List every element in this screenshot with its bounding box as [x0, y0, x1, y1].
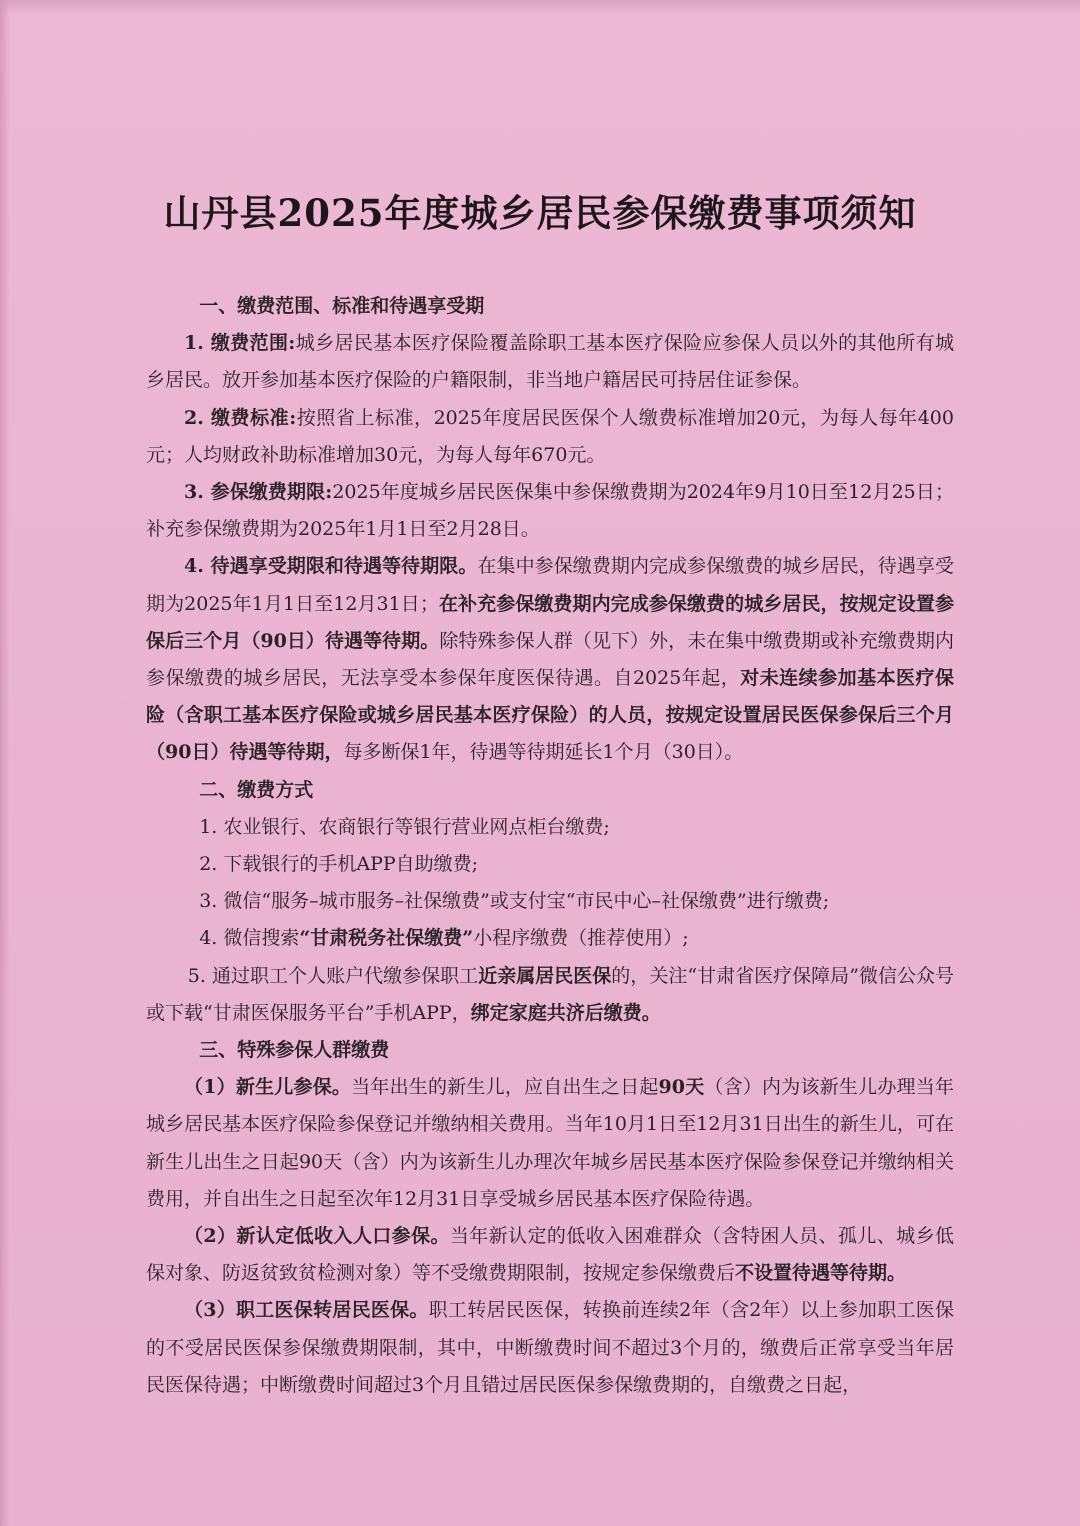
- section1-heading: 一、缴费范围、标准和待遇享受期: [199, 295, 485, 317]
- section3-heading: 三、特殊参保人群缴费: [199, 1039, 390, 1062]
- section3-para1-label: （1）新生儿参保。: [184, 1076, 352, 1099]
- section2-item5-d: 绑定家庭共济后缴费。: [470, 1001, 661, 1024]
- section1-item4-text-c: 除特殊参保人群（见下）外，未在集中缴费期或补充缴费期内参保缴费的城乡居民，无法享受本参保年度医保待遇。自2025年起，: [146, 629, 954, 690]
- section2-item5-c: 的，关注“甘肃省医疗保障局”微信公众号或下载“甘肃医保服务平台”手机APP，: [146, 964, 954, 1024]
- section1-item3: [146, 474, 954, 548]
- section1-item4-text-e: 每多断保1年，待遇等待期延长1个月（30日）。: [343, 741, 744, 764]
- section1-item1-label: 1. 缴费范围:: [184, 332, 296, 355]
- section1-item3-label: 3. 参保缴费期限:: [184, 481, 333, 504]
- section2-item3: 3. 微信“服务–城市服务–社保缴费”或支付宝“市民中心–社保缴费”进行缴费;: [199, 890, 830, 913]
- document-title: 山丹县2025年度城乡居民参保缴费事项须知: [163, 191, 917, 235]
- section2-item2: 2. 下载银行的手机APP自助缴费;: [199, 853, 479, 876]
- section2-item4-b: “甘肃税务社保缴费”: [299, 927, 474, 950]
- section1-item4-label: 4. 待遇享受期限和待遇等待期限。: [184, 555, 478, 578]
- section3-para1-bold: 90天: [658, 1076, 705, 1099]
- section1-item2: [146, 400, 954, 474]
- section3-para3-label: （3）职工医保转居民医保。: [184, 1299, 429, 1322]
- section3-para3: [146, 1292, 954, 1404]
- section1-item4-text-a: 在集中参保缴费期内完成参保缴费的城乡居民，待遇享受期为2025年1月1日至12月31日；: [146, 555, 954, 615]
- section1-item2-text: 按照省上标准，2025年度居民医保个人缴费标准增加20元，为每人每年400元；人均财政补助标准增加30元，为每人每年670元。: [146, 406, 954, 466]
- section3-para1: [146, 1069, 954, 1218]
- section2-item4: [146, 920, 954, 957]
- section1-item4-bold-b: 在补充参保缴费期内完成参保缴费的城乡居民，按规定设置参保后三个月（90日）待遇等待期。: [146, 592, 954, 652]
- section2-heading: 二、缴费方式: [199, 778, 314, 801]
- section2-item5-b: 近亲属居民医保: [478, 964, 612, 987]
- section3-para1-text-a: 当年出生的新生儿，应自出生之日起: [351, 1076, 659, 1099]
- section2-item1: 1. 农业银行、农商银行等银行营业网点柜台缴费;: [199, 815, 610, 838]
- section2-item4-c: 小程序缴费（推荐使用）;: [473, 927, 689, 950]
- section3-para1-text-b: （含）内为该新生儿办理当年城乡居民基本医疗保险参保登记并缴纳相关费用。当年10月1日至12月31日出生的新生儿，可在新生儿出生之日起90天（含）内为该新生儿办理次年城乡居民基本医疗保险参保登记并缴纳相关费用，并自出生之日起至次年12月31日享受城乡居民基本医疗保险待遇。: [146, 1076, 954, 1210]
- section2-item5: [146, 958, 954, 1032]
- section1-item1-text: 城乡居民基本医疗保险覆盖除职工基本医疗保险应参保人员以外的其他所有城乡居民。放开参加基本医疗保险的户籍限制，非当地户籍居民可持居住证参保。: [146, 332, 954, 392]
- section3-para2-label: （2）新认定低收入人口参保。: [184, 1225, 450, 1248]
- section3-para2-bold: 不设置待遇等待期。: [735, 1262, 907, 1285]
- section1-item3-text: 2025年度城乡居民医保集中参保缴费期为2024年9月10日至12月25日；补充参保缴费期为2025年1月1日至2月28日。: [146, 481, 955, 541]
- document-body: [146, 288, 954, 1404]
- paper-top-shadow: [0, 0, 1080, 14]
- section1-item1: [146, 325, 954, 399]
- section1-item4: [146, 548, 954, 771]
- section3-para2-text-a: 当年新认定的低收入困难群众（含特困人员、孤儿、城乡低保对象、防返贫致贫检测对象）等不受缴费期限制，按规定参保缴费后: [146, 1225, 954, 1285]
- section2-item5-a: 5. 通过职工个人账户代缴参保职工: [187, 964, 479, 987]
- section3-para2: [146, 1218, 954, 1292]
- section3-para3-text: 职工转居民医保，转换前连续2年（含2年）以上参加职工医保的不受居民医保参保缴费期限制，其中，中断缴费时间不超过3个月的，缴费后正常享受当年居民医保待遇；中断缴费时间超过3个月且错过居民医保参保缴费期的，自缴费之日起，: [146, 1299, 954, 1396]
- section1-item2-label: 2. 缴费标准:: [184, 406, 297, 429]
- section1-item4-bold-d: 对未连续参加基本医疗保险（含职工基本医疗保险或城乡居民基本医疗保险）的人员，按规定设置居民医保参保后三个月（90日）待遇等待期，: [146, 667, 954, 764]
- section2-item4-a: 4. 微信搜索: [199, 927, 300, 950]
